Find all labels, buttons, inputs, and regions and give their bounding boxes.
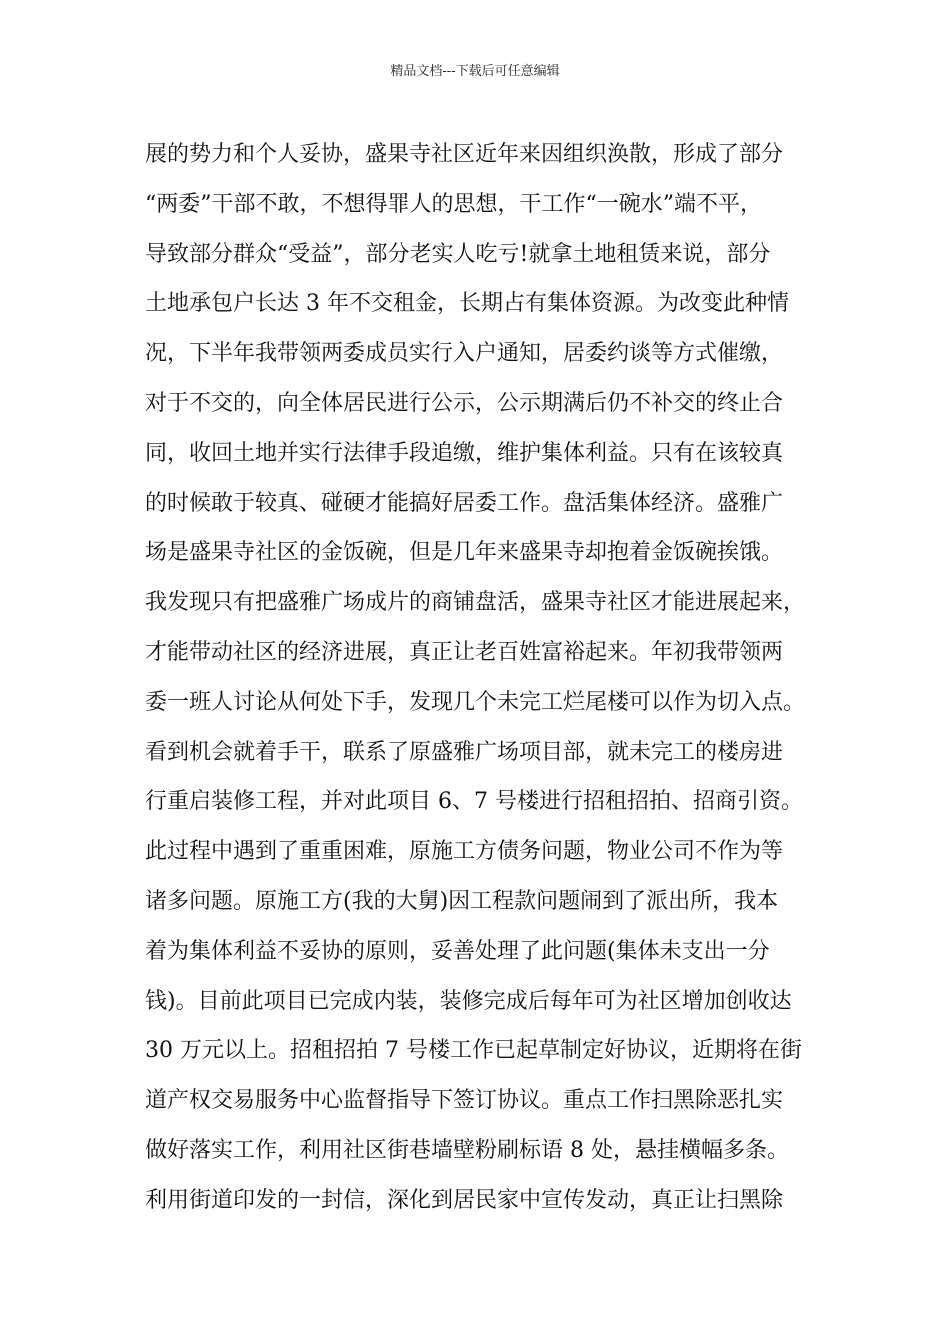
text-line: 场是盛果寺社区的金饭碗，但是几年来盛果寺却抱着金饭碗挨饿。 xyxy=(145,540,784,566)
text-line: 土地承包户长达 3 年不交租金，长期占有集体资源。为改变此种情 xyxy=(145,291,789,317)
text-line: 对于不交的，向全体居民进行公示，公示期满后仍不补交的终止合 xyxy=(145,390,784,416)
text-line: 看到机会就着手干，联系了原盛雅广场项目部，就未完工的楼房进 xyxy=(145,739,784,765)
text-line: 行重启装修工程，并对此项目 6、7 号楼进行招租招拍、招商引资。 xyxy=(145,789,803,815)
text-line: 道产权交易服务中心监督指导下签订协议。重点工作扫黑除恶扎实 xyxy=(145,1088,784,1114)
body-text xyxy=(145,130,835,1226)
text-line: 才能带动社区的经济进展，真正让老百姓富裕起来。年初我带领两 xyxy=(145,639,784,665)
text-line: 同，收回土地并实行法律手段追缴，维护集体利益。只有在该较真 xyxy=(145,440,784,466)
text-line: 展的势力和个人妥协，盛果寺社区近年来因组织涣散，形成了部分 xyxy=(145,142,784,167)
page-header: 精品文档---下载后可任意编辑 xyxy=(390,64,560,79)
text-line: “两委”干部不敢，不想得罪人的思想，干工作“一碗水”端不平， xyxy=(145,191,762,217)
text-line: 30 万元以上。招租招拍 7 号楼工作已起草制定好协议，近期将在街 xyxy=(145,1038,802,1064)
text-line: 我发现只有把盛雅广场成片的商铺盘活，盛果寺社区才能进展起来， xyxy=(145,590,806,616)
text-line: 此过程中遇到了重重困难，原施工方债务问题，物业公司不作为等 xyxy=(145,839,784,865)
text-line: 委一班人讨论从何处下手，发现几个未完工烂尾楼可以作为切入点。 xyxy=(145,689,806,715)
text-line: 导致部分群众“受益”，部分老实人吃亏!就拿土地租赁来说，部分 xyxy=(145,241,771,267)
text-line: 钱)。目前此项目已完成内装，装修完成后每年可为社区增加创收达 xyxy=(145,988,792,1014)
text-line: 的时候敢于较真、碰硬才能搞好居委工作。盘活集体经济。盛雅广 xyxy=(145,490,784,516)
text-line: 利用街道印发的一封信，深化到居民家中宣传发动，真正让扫黑除 xyxy=(145,1187,784,1213)
text-line: 况，下半年我带领两委成员实行入户通知，居委约谈等方式催缴， xyxy=(145,341,784,367)
text-line: 着为集体利益不妥协的原则，妥善处理了此问题(集体未支出一分 xyxy=(145,938,770,964)
text-line: 诸多问题。原施工方(我的大舅)因工程款问题闹到了派出所，我本 xyxy=(145,888,779,914)
text-line: 做好落实工作，利用社区街巷墙壁粉刷标语 8 处，悬挂横幅多条。 xyxy=(145,1137,789,1163)
